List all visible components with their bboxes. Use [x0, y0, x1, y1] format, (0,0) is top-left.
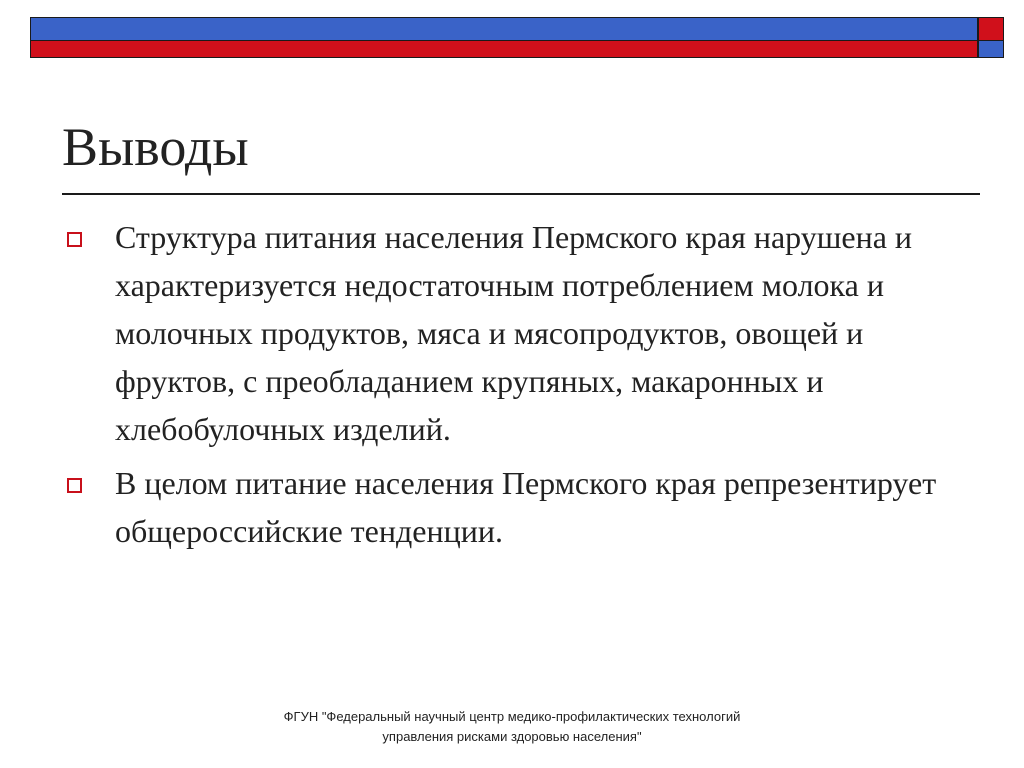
- bullet-item: [62, 459, 942, 555]
- bullet-list: [62, 213, 942, 561]
- title-divider: [62, 193, 980, 195]
- bullet-item: [62, 213, 942, 453]
- bullet-text: В целом питание населения Пермского края репрезентирует общероссийские тенденции.: [115, 465, 937, 549]
- header-square-red: [978, 17, 1004, 41]
- footer-line-1: ФГУН "Федеральный научный центр медико-профилактических технологий: [283, 709, 741, 724]
- square-bullet-icon: [67, 232, 82, 247]
- header-square-blue: [978, 41, 1004, 58]
- slide-footer: [212, 707, 812, 747]
- header-bar-blue: [30, 17, 978, 41]
- bullet-text: Структура питания населения Пермского края нарушена и характеризуется недостаточным потреблением молока и молочных продуктов, мяса и мясопродуктов, овощей и фруктов, с преобладанием крупяных, макаронных и хлебобулочных изделий.: [115, 219, 913, 447]
- square-bullet-icon: [67, 478, 82, 493]
- header-bar-red: [30, 41, 978, 58]
- slide-title: Выводы: [62, 117, 249, 177]
- footer-line-2: управления рисками здоровью населения": [382, 729, 642, 744]
